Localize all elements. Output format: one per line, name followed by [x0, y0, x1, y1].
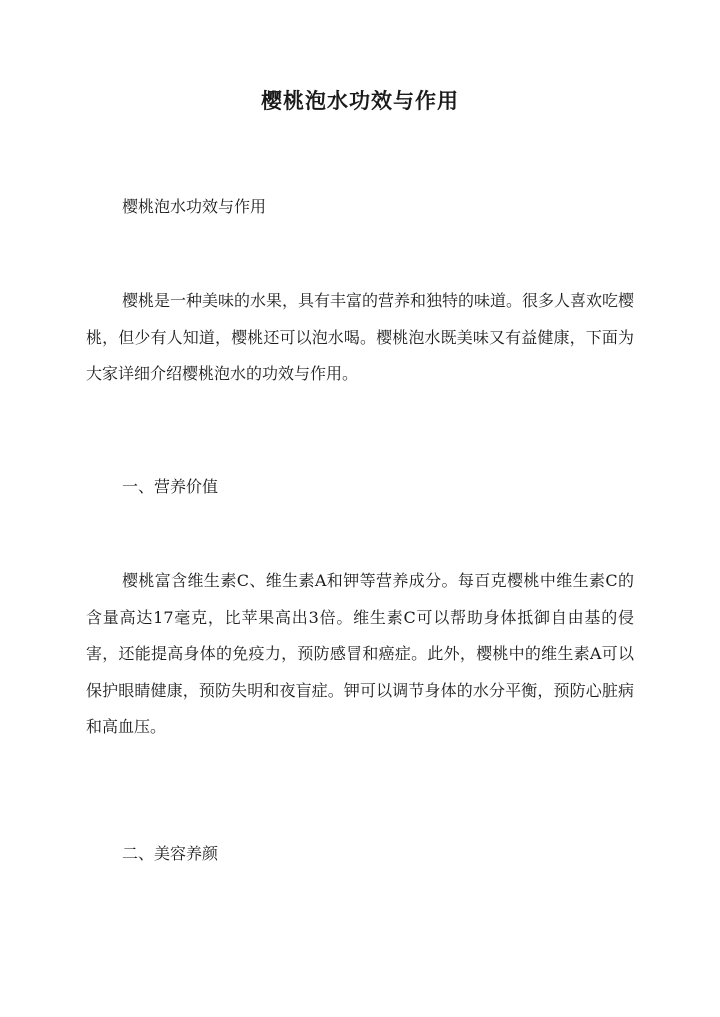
section-heading-beauty: 二、美容养颜: [122, 844, 219, 863]
intro-paragraph: 樱桃是一种美味的水果，具有丰富的营养和独特的味道。很多人喜欢吃樱桃，但少有人知道，樱桃还可以泡水喝。樱桃泡水既美味又有益健康，下面为大家详细介绍樱桃泡水的功效与作用。: [86, 291, 635, 383]
document-title: 樱桃泡水功效与作用: [261, 88, 459, 113]
section-heading-nutrition: 一、营养价值: [122, 477, 219, 496]
document-subtitle: 樱桃泡水功效与作用: [122, 197, 267, 216]
section-body-nutrition: 樱桃富含维生素C、维生素A和钾等营养成分。每百克樱桃中维生素C的含量高达17毫克，比苹果高出3倍。维生素C可以帮助身体抵御自由基的侵害，还能提高身体的免疫力，预防感冒和癌症。此外，樱桃中的维生素A可以保护眼睛健康，预防失明和夜盲症。钾可以调节身体的水分平衡，预防心脏病和高血压。: [86, 571, 634, 736]
